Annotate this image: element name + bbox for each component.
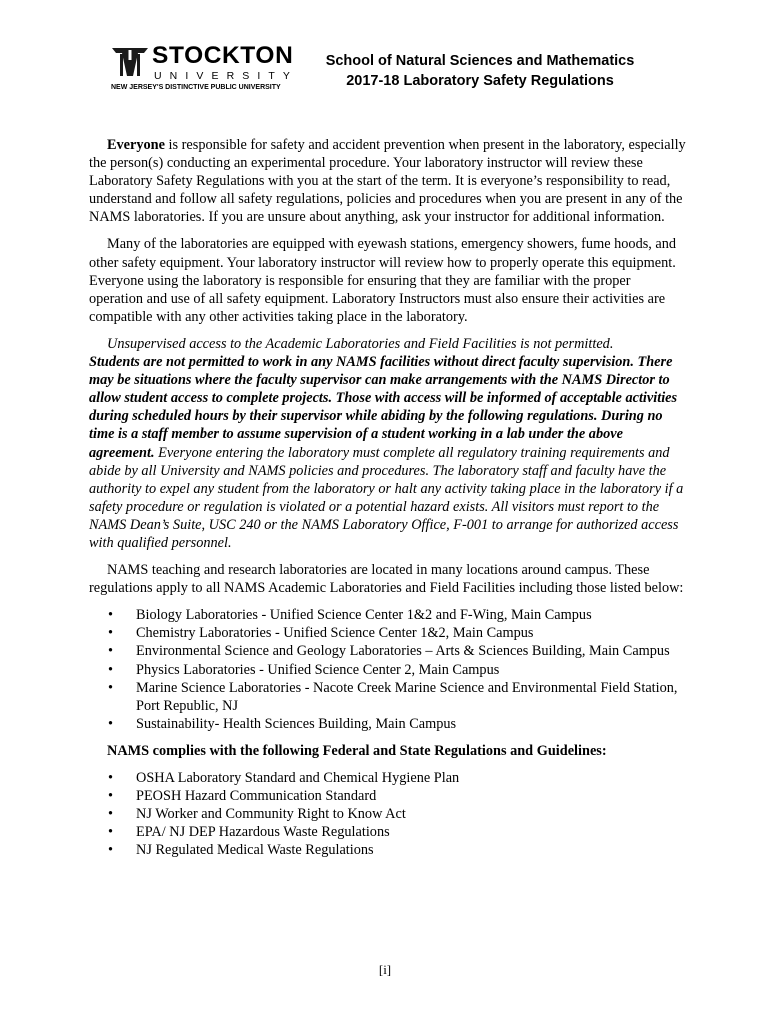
stockton-tree-icon [111, 47, 149, 77]
list-item: • OSHA Laboratory Standard and Chemical Hygiene Plan [136, 769, 686, 787]
list-item: • Sustainability- Health Sciences Building, Main Campus [136, 715, 686, 733]
list-item: • Chemistry Laboratories - Unified Science Center 1&2, Main Campus [136, 624, 686, 642]
paragraph-bold-text: Students are not permitted to work in any NAMS facilities without direct faculty supervision. There may be situations where the faculty supervisor can make arrangements with the NAMS Director to allow student access to complete projects. Those with access will be informed of acceptable activities during scheduled hours by their supervisor while abiding by the following regulations. During no time is a staff member to assume supervision of a student working in a lab under the above agreement. [89, 354, 678, 461]
title-line-regulations: 2017-18 Laboratory Safety Regulations [346, 73, 614, 89]
list-item: • PEOSH Hazard Communication Standard [136, 787, 686, 805]
paragraph-text: is responsible for safety and accident prevention when present in the laboratory, especially the person(s) conducting an experimental procedure. Your laboratory instructor will review these Laboratory Safety Regulations with you at the start of the term. It is everyone’s responsibility to read, understand and follow all safety regulations, policies and procedures when you are present in any of the NAMS laboratories. If you are unsure about anything, ask your instructor for additional information. [89, 137, 686, 226]
list-item: • NJ Worker and Community Right to Know Act [136, 805, 686, 823]
paragraph-unsupervised-access [89, 335, 686, 552]
document-body [89, 136, 686, 868]
university-logo [111, 42, 299, 95]
document-title [316, 51, 644, 91]
list-item: • Environmental Science and Geology Laboratories – Arts & Sciences Building, Main Campus [136, 642, 686, 660]
paragraph-lead: Everyone [107, 137, 165, 153]
regulations-list [89, 769, 686, 859]
paragraph-intro: Unsupervised access to the Academic Laboratories and Field Facilities is not permitted. [107, 335, 614, 352]
paragraph-locations-intro: NAMS teaching and research laboratories are located in many locations around campus. These regulations apply to all NAMS Academic Laboratories and Field Facilities including those listed below: [89, 562, 684, 597]
list-item: • NJ Regulated Medical Waste Regulations [136, 841, 686, 859]
page-number: [i] [378, 962, 392, 977]
list-item: • Physics Laboratories - Unified Science Center 2, Main Campus [136, 661, 686, 679]
logo-tagline: NEW JERSEY'S DISTINCTIVE PUBLIC UNIVERSITY [111, 84, 281, 91]
paragraph-responsibility [89, 136, 686, 226]
locations-list [89, 606, 686, 733]
logo-name: STOCKTON [152, 42, 294, 69]
paragraph-text: Everyone entering the laboratory must complete all regulatory training requirements and abide by all University and NAMS policies and procedures. The laboratory staff and faculty have the authority to expel any student from the laboratory or halt any activity taking place in the laboratory if a safety procedure or regulation is violated or a potential hazard exists. All visitors must report to the NAMS Dean’s Suite, USC 240 or the NAMS Laboratory Office, F-001 to arrange for authorized access with qualified personnel. [89, 444, 684, 551]
list-item: • EPA/ NJ DEP Hazardous Waste Regulations [136, 823, 686, 841]
list-item: • Biology Laboratories - Unified Science Center 1&2 and F-Wing, Main Campus [136, 606, 686, 624]
logo-subtitle: UNIVERSITY [154, 70, 299, 82]
paragraph-safety-equipment: Many of the laboratories are equipped with eyewash stations, emergency showers, fume hoods, and other safety equipment. Your laboratory instructor will review how to properly operate this equipment. Everyone using the laboratory is responsible for ensuring that they are familiar with the proper operation and use of all safety equipment. Laboratory Instructors must also ensure their activities are compatible with any other activities taking place in the laboratory. [89, 236, 677, 325]
title-line-school: School of Natural Sciences and Mathematics [325, 53, 635, 69]
regulations-heading: NAMS complies with the following Federal and State Regulations and Guidelines: [107, 742, 607, 759]
list-item: • Marine Science Laboratories - Nacote Creek Marine Science and Environmental Field Station, Port Republic, NJ [136, 679, 686, 715]
